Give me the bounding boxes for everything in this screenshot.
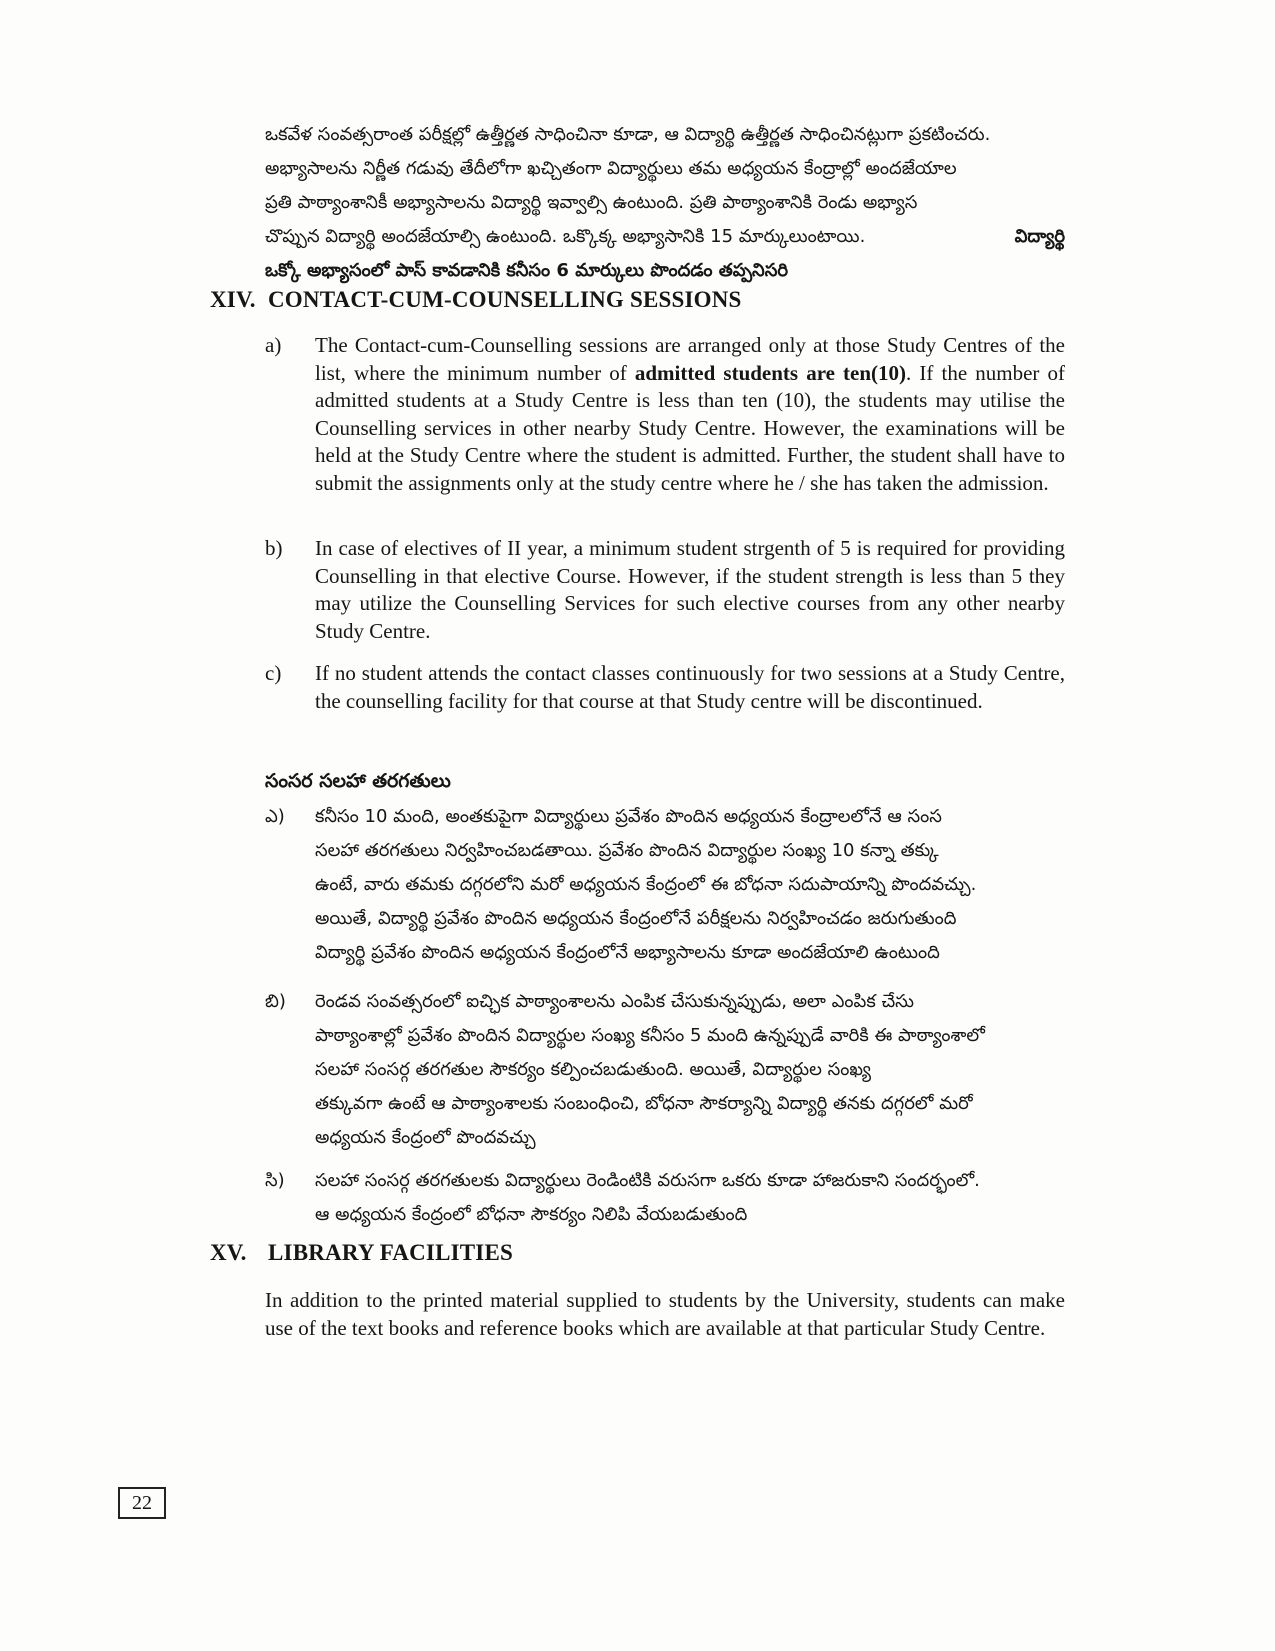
intro-telugu-line: ప్రతి పాఠ్యాంశానికీ అభ్యాసాలను విద్యార్థి ఇవ్వాల్సి ఉంటుంది. ప్రతి పాఠ్యాంశానికి రెండు అభ్యాస xyxy=(265,192,918,213)
telugu-line: విద్యార్థి ప్రవేశం పొందిన అధ్యయన కేంద్రంలోనే అభ్యాసాలను కూడా అందజేయాలి ఉంటుంది xyxy=(315,942,940,963)
telugu-item-a xyxy=(265,800,1065,970)
section-xv-heading xyxy=(210,1240,513,1266)
intro-telugu-paragraph xyxy=(265,118,1065,288)
intro-telugu-line: చొప్పున విద్యార్థి అందజేయాల్సి ఉంటుంది. ఒక్కొక్క అభ్యాసానికి 15 మార్కులుంటాయి. xyxy=(265,226,866,247)
telugu-line: రెండవ సంవత్సరంలో ఐచ్ఛిక పాఠ్యాంశాలను ఎంపిక చేసుకున్నప్పుడు, అలా ఎంపిక చేసు xyxy=(315,991,914,1012)
section-number: XIV. xyxy=(210,287,256,312)
item-label: b) xyxy=(265,536,283,560)
item-label: c) xyxy=(265,661,282,685)
intro-telugu-line: ఒకవేళ సంవత్సరాంత పరీక్షల్లో ఉత్తీర్ణత సాధించినా కూడా, ఆ విద్యార్థి ఉత్తీర్ణత సాధించినట్లుగా ప్రకటించరు. xyxy=(265,124,991,145)
item-text xyxy=(315,332,1065,497)
page-number: 22 xyxy=(118,1487,166,1519)
item-label: సి) xyxy=(265,1170,285,1191)
counselling-item-b xyxy=(265,535,1065,645)
item-text-part: . If the number of admitted students at a Study Centre is less than ten (10), the students may utilise the Counselling services in other nearby Study Centre. However, the examinations will be held at the Study Centre where the student is admitted. Further, the student shall have to submit the assignments only at the study centre where he / she has taken the admission. xyxy=(315,360,1065,495)
item-label: బి) xyxy=(265,991,286,1012)
library-paragraph: In addition to the printed material supplied to students by the University, students can make use of the text books and reference books which are available at that particular Study Centre. xyxy=(265,1288,1065,1340)
item-text: In case of electives of II year, a minimum student strgenth of 5 is required for providing Counselling in that elective Course. However, if the student strength is less than 5 they may utilize the Counselling Services for such elective courses from any other nearby Study Centre. xyxy=(315,536,1065,643)
counselling-item-c xyxy=(265,660,1065,715)
counselling-item-a xyxy=(265,332,1065,497)
telugu-item-c xyxy=(265,1164,1065,1232)
telugu-line: కనీసం 10 మంది, అంతకుపైగా విద్యార్థులు ప్రవేశం పొందిన అధ్యయన కేంద్రాలలోనే ఆ సంస xyxy=(315,806,942,827)
telugu-line: పాఠ్యాంశాల్లో ప్రవేశం పొందిన విద్యార్థుల సంఖ్య కనీసం 5 మంది ఉన్నప్పుడే వారికి ఈ పాఠ్యాంశాలో xyxy=(315,1025,985,1046)
telugu-line: ఆ అధ్యయన కేంద్రంలో బోధనా సౌకర్యం నిలిపి వేయబడుతుంది xyxy=(315,1204,748,1225)
section-title: CONTACT-CUM-COUNSELLING SESSIONS xyxy=(268,287,742,312)
section-title: LIBRARY FACILITIES xyxy=(268,1240,513,1265)
telugu-item-b xyxy=(265,985,1065,1155)
item-label: a) xyxy=(265,333,282,357)
telugu-line: సలహా సంసర్గ తరగతులకు విద్యార్థులు రెండింటికి వరుసగా ఒకరు కూడా హాజరుకాని సందర్భంలో. xyxy=(315,1170,980,1191)
intro-telugu-line: అభ్యాసాలను నిర్ణీత గడువు తేదీలోగా ఖచ్చితంగా విద్యార్థులు తమ అధ్యయన కేంద్రాల్లో అందజేయాల xyxy=(265,158,957,179)
telugu-line: తక్కువగా ఉంటే ఆ పాఠ్యాంశాలకు సంబంధించి, బోధనా సౌకర్యాన్ని విద్యార్థి తనకు దగ్గరలో మరో xyxy=(315,1093,973,1114)
intro-telugu-line-4 xyxy=(265,220,1065,254)
item-text: If no student attends the contact classes continuously for two sessions at a Study Centre, the counselling facility for that course at that Study centre will be discontinued. xyxy=(315,661,1065,713)
section-number: XV. xyxy=(210,1240,247,1265)
telugu-counselling-title: సంసర సలహా తరగతులు xyxy=(265,770,451,792)
telugu-line: అధ్యయన కేంద్రంలో పొందవచ్చు xyxy=(315,1127,536,1148)
item-text-part: The Contact-cum-Counselling sessions are arranged only at those Study Centres of the list, where the minimum number of xyxy=(315,333,1065,385)
intro-telugu-bold-line: ఒక్కో అభ్యాసంలో పాస్ కావడానికి కనీసం 6 మార్కులు పొందడం తప్పనిసరి xyxy=(265,260,789,281)
item-text-bold: admitted students are ten(10) xyxy=(634,360,907,385)
telugu-line: సలహా తరగతులు నిర్వహించబడతాయి. ప్రవేశం పొందిన విద్యార్థుల సంఖ్య 10 కన్నా తక్కు xyxy=(315,840,939,861)
intro-telugu-bold-end: విద్యార్థి xyxy=(1014,226,1065,247)
telugu-line: సలహా సంసర్గ తరగతుల సౌకర్యం కల్పించబడుతుంది. అయితే, విద్యార్థుల సంఖ్య xyxy=(315,1059,871,1080)
section-xiv-heading xyxy=(210,287,742,313)
item-label: ఎ) xyxy=(265,806,285,827)
telugu-line: అయితే, విద్యార్థి ప్రవేశం పొందిన అధ్యయన కేంద్రంలోనే పరీక్షలను నిర్వహించడం జరుగుతుంది xyxy=(315,908,957,929)
telugu-line: ఉంటే, వారు తమకు దగ్గరలోని మరో అధ్యయన కేంద్రంలో ఈ బోధనా సదుపాయాన్ని పొందవచ్చు. xyxy=(315,874,977,895)
